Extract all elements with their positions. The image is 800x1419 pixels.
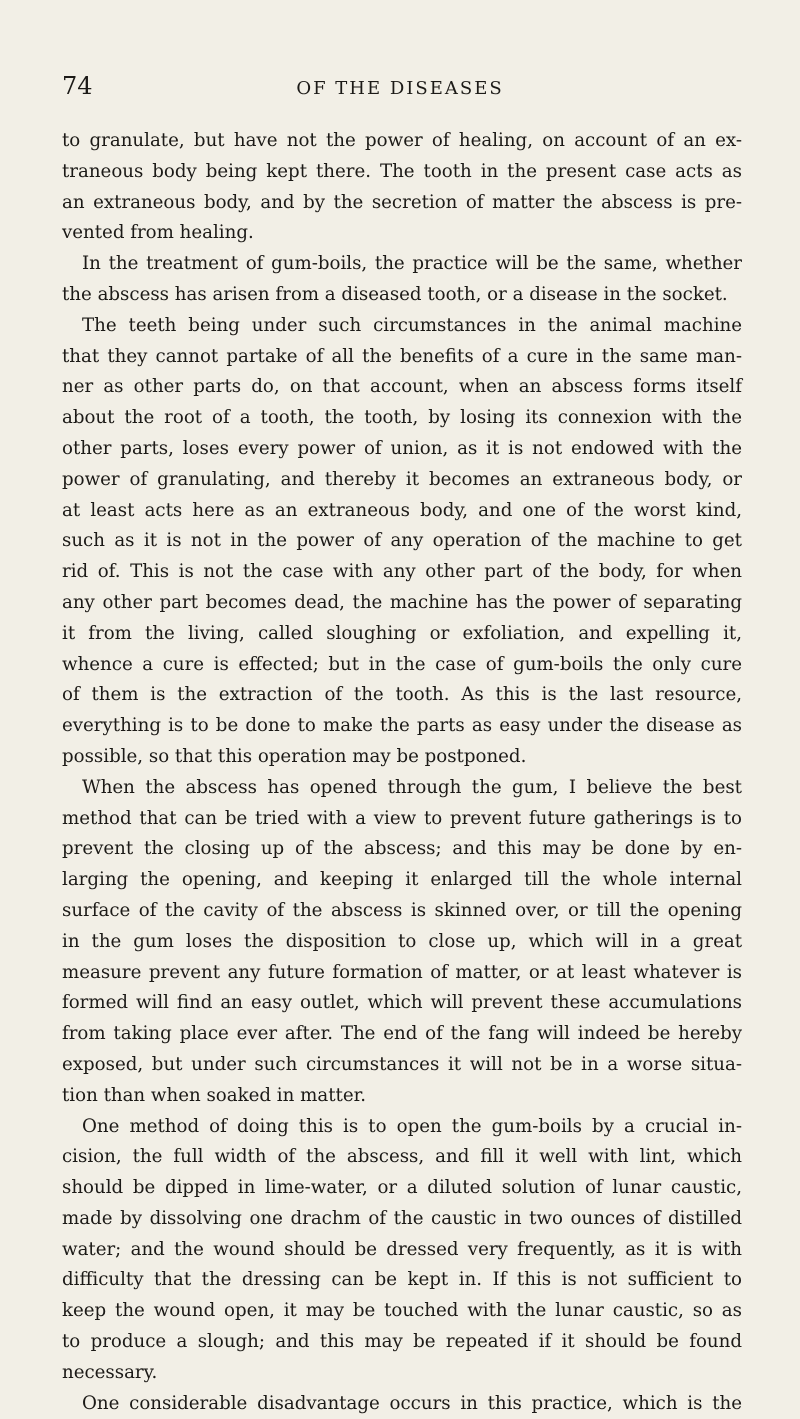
text-line: rid of. This is not the case with any other part of the body, for when: [62, 561, 742, 583]
body-text: [62, 126, 742, 1419]
text-line: traneous body being kept there. The tooth in the present case acts as: [62, 160, 742, 182]
text-line: tion than when soaked in matter.: [62, 1084, 367, 1106]
text-line: formed will find an easy outlet, which will prevent these accumulations: [62, 992, 742, 1014]
text-line: keep the wound open, it may be touched with the lunar caustic, so as: [62, 1300, 742, 1322]
text-line: should be dipped in lime-water, or a diluted solution of lunar caustic,: [62, 1177, 742, 1199]
text-line: larging the opening, and keeping it enlarged till the whole internal: [62, 869, 742, 891]
text-line: When the abscess has opened through the gum, I believe the best: [82, 776, 742, 798]
text-line: necessary.: [62, 1361, 158, 1383]
text-line: ner as other parts do, on that account, when an abscess forms itself: [62, 376, 742, 398]
text-line: possible, so that this operation may be postponed.: [62, 745, 527, 767]
text-line: whence a cure is effected; but in the case of gum-boils the only cure: [62, 653, 742, 675]
text-line: exposed, but under such circumstances it will not be in a worse situa-: [62, 1053, 742, 1075]
text-line: to produce a slough; and this may be repeated if it should be found: [62, 1331, 742, 1353]
text-line: The teeth being under such circumstances in the animal machine: [82, 314, 742, 336]
text-line: such as it is not in the power of any operation of the machine to get: [62, 530, 742, 552]
text-line: difficulty that the dressing can be kept in. If this is not sufficient to: [62, 1269, 742, 1291]
text-line: vented from healing.: [62, 222, 254, 244]
text-line: surface of the cavity of the abscess is skinned over, or till the opening: [62, 899, 742, 921]
text-line: water; and the wound should be dressed very frequently, as it is with: [62, 1238, 742, 1260]
text-line: it from the living, called sloughing or exfoliation, and expelling it,: [62, 622, 742, 644]
text-line: power of granulating, and thereby it becomes an extraneous body, or: [62, 468, 742, 490]
text-line: of them is the extraction of the tooth. As this is the last resource,: [62, 684, 742, 706]
text-line: that they cannot partake of all the benefits of a cure in the same man-: [62, 345, 742, 367]
text-line: method that can be tried with a view to prevent future gatherings is to: [62, 807, 742, 829]
text-line: One method of doing this is to open the gum-boils by a crucial in-: [82, 1115, 742, 1137]
page-number: 74: [62, 72, 93, 100]
text-line: about the root of a tooth, the tooth, by losing its connexion with the: [62, 407, 742, 429]
text-line: other parts, loses every power of union, as it is not endowed with the: [62, 437, 742, 459]
text-line: made by dissolving one drachm of the caustic in two ounces of distilled: [62, 1207, 742, 1229]
text-line: prevent the closing up of the abscess; and this may be done by en-: [62, 838, 742, 860]
text-line: One considerable disadvantage occurs in this practice, which is the: [82, 1392, 742, 1414]
running-head: OF THE DISEASES: [296, 78, 504, 99]
text-line: from taking place ever after. The end of the fang will indeed be hereby: [62, 1023, 742, 1045]
text-line: any other part becomes dead, the machine has the power of separating: [62, 591, 742, 613]
text-line: In the treatment of gum-boils, the practice will be the same, whether: [82, 253, 742, 275]
text-line: cision, the full width of the abscess, and fill it well with lint, which: [62, 1146, 742, 1168]
text-line: an extraneous body, and by the secretion of matter the abscess is pre-: [62, 191, 742, 213]
text-line: at least acts here as an extraneous body, and one of the worst kind,: [62, 499, 742, 521]
text-line: in the gum loses the disposition to close up, which will in a great: [62, 930, 742, 952]
text-line: to granulate, but have not the power of healing, on account of an ex-: [62, 130, 742, 151]
text-line: the abscess has arisen from a diseased tooth, or a disease in the socket.: [62, 283, 728, 305]
text-line: everything is to be done to make the parts as easy under the disease as: [62, 715, 742, 737]
text-line: measure prevent any future formation of matter, or at least whatever is: [62, 961, 742, 983]
